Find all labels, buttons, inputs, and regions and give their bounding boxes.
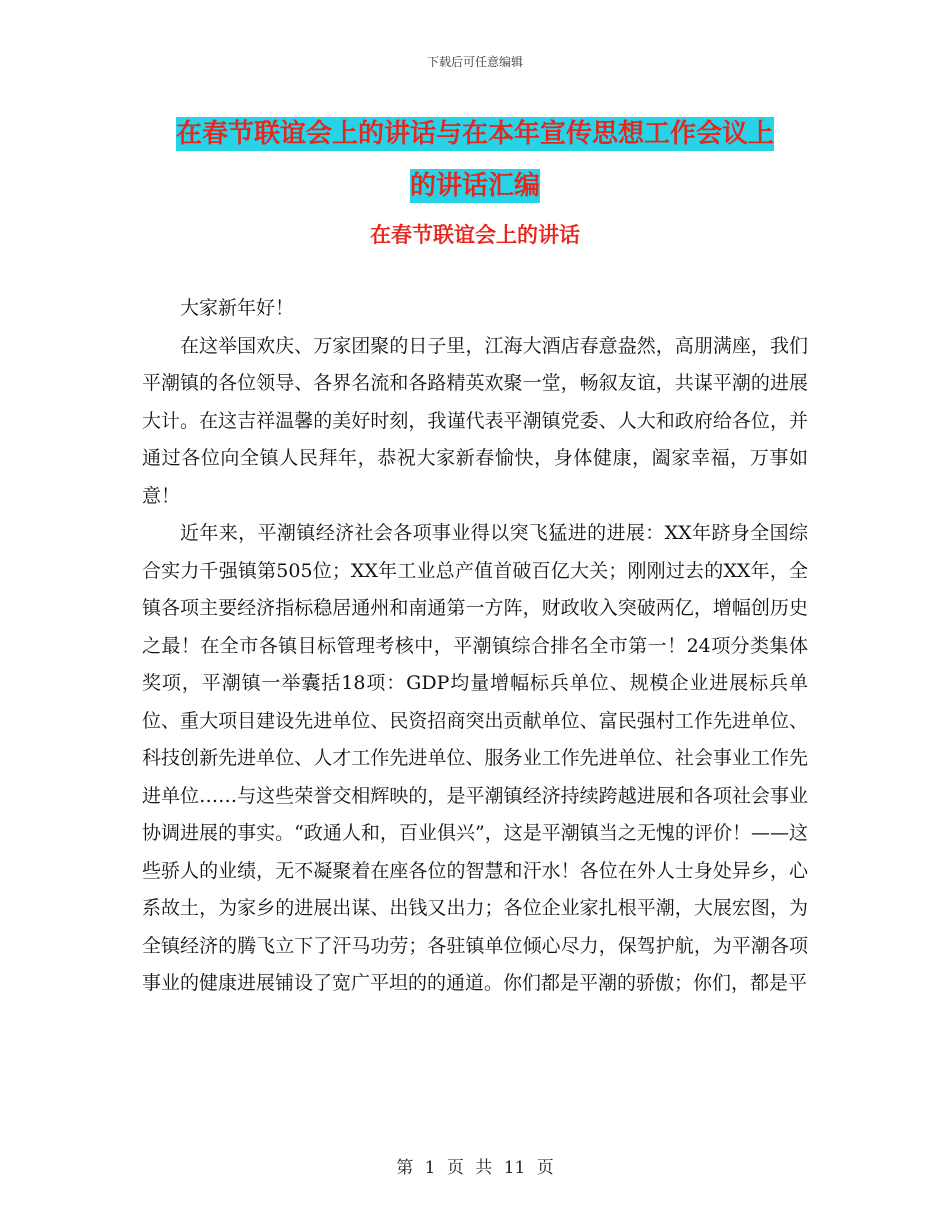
paragraph-greeting: 大家新年好！ bbox=[180, 297, 295, 319]
document-title bbox=[140, 108, 810, 212]
page-footer-page-number: 第 1 页 共 11 页 bbox=[396, 1158, 554, 1178]
paragraph: 在这举国欢庆、万家团聚的日子里，江海大酒店春意盎然，高朋满座，我们平潮镇的各位领导、各界名流和各路精英欢聚一堂，畅叙友谊，共谋平潮的进展大计。在这吉祥温馨的美好时刻，我谨代表平潮镇党委、人大和政府给各位，并通过各位向全镇人民拜年，恭祝大家新春愉快，身体健康，阖家幸福，万事如意！ bbox=[142, 334, 808, 507]
paragraph: 近年来，平潮镇经济社会各项事业得以突飞猛进的进展：XX年跻身全国综合实力千强镇第505位；XX年工业总产值首破百亿大关；刚刚过去的XX年，全镇各项主要经济指标稳居通州和南通第一方阵，财政收入突破两亿，增幅创历史之最！在全市各镇目标管理考核中，平潮镇综合排名全市第一！24项分类集体奖项，平潮镇一举囊括18项：GDP均量增幅标兵单位、规模企业进展标兵单位、重大项目建设先进单位、民资招商突出贡献单位、富民强村工作先进单位、科技创新先进单位、人才工作先进单位、服务业工作先进单位、社会事业工作先进单位……与这些荣誉交相辉映的，是平潮镇经济持续跨越进展和各项社会事业协调进展的事实。“政通人和，百业俱兴”，这是平潮镇当之无愧的评价！——这些骄人的业绩，无不凝聚着在座各位的智慧和汗水！各位在外人士身处异乡，心系故土，为家乡的进展出谋、出钱又出力；各位企业家扎根平潮，大展宏图，为全镇经济的腾飞立下了汗马功劳；各驻镇单位倾心尽力，保驾护航，为平潮各项事业的健康进展铺设了宽广平坦的的通道。你们都是平潮的骄傲；你们，都是平 bbox=[142, 522, 808, 994]
document-title-line-2: 的讲话汇编 bbox=[409, 171, 540, 201]
page-header-note: 下载后可任意编辑 bbox=[426, 55, 523, 69]
document-title-line-1: 在春节联谊会上的讲话与在本年宣传思想工作会议上 bbox=[175, 119, 774, 149]
section-title: 在春节联谊会上的讲话 bbox=[370, 222, 580, 247]
document-body bbox=[142, 290, 808, 1003]
